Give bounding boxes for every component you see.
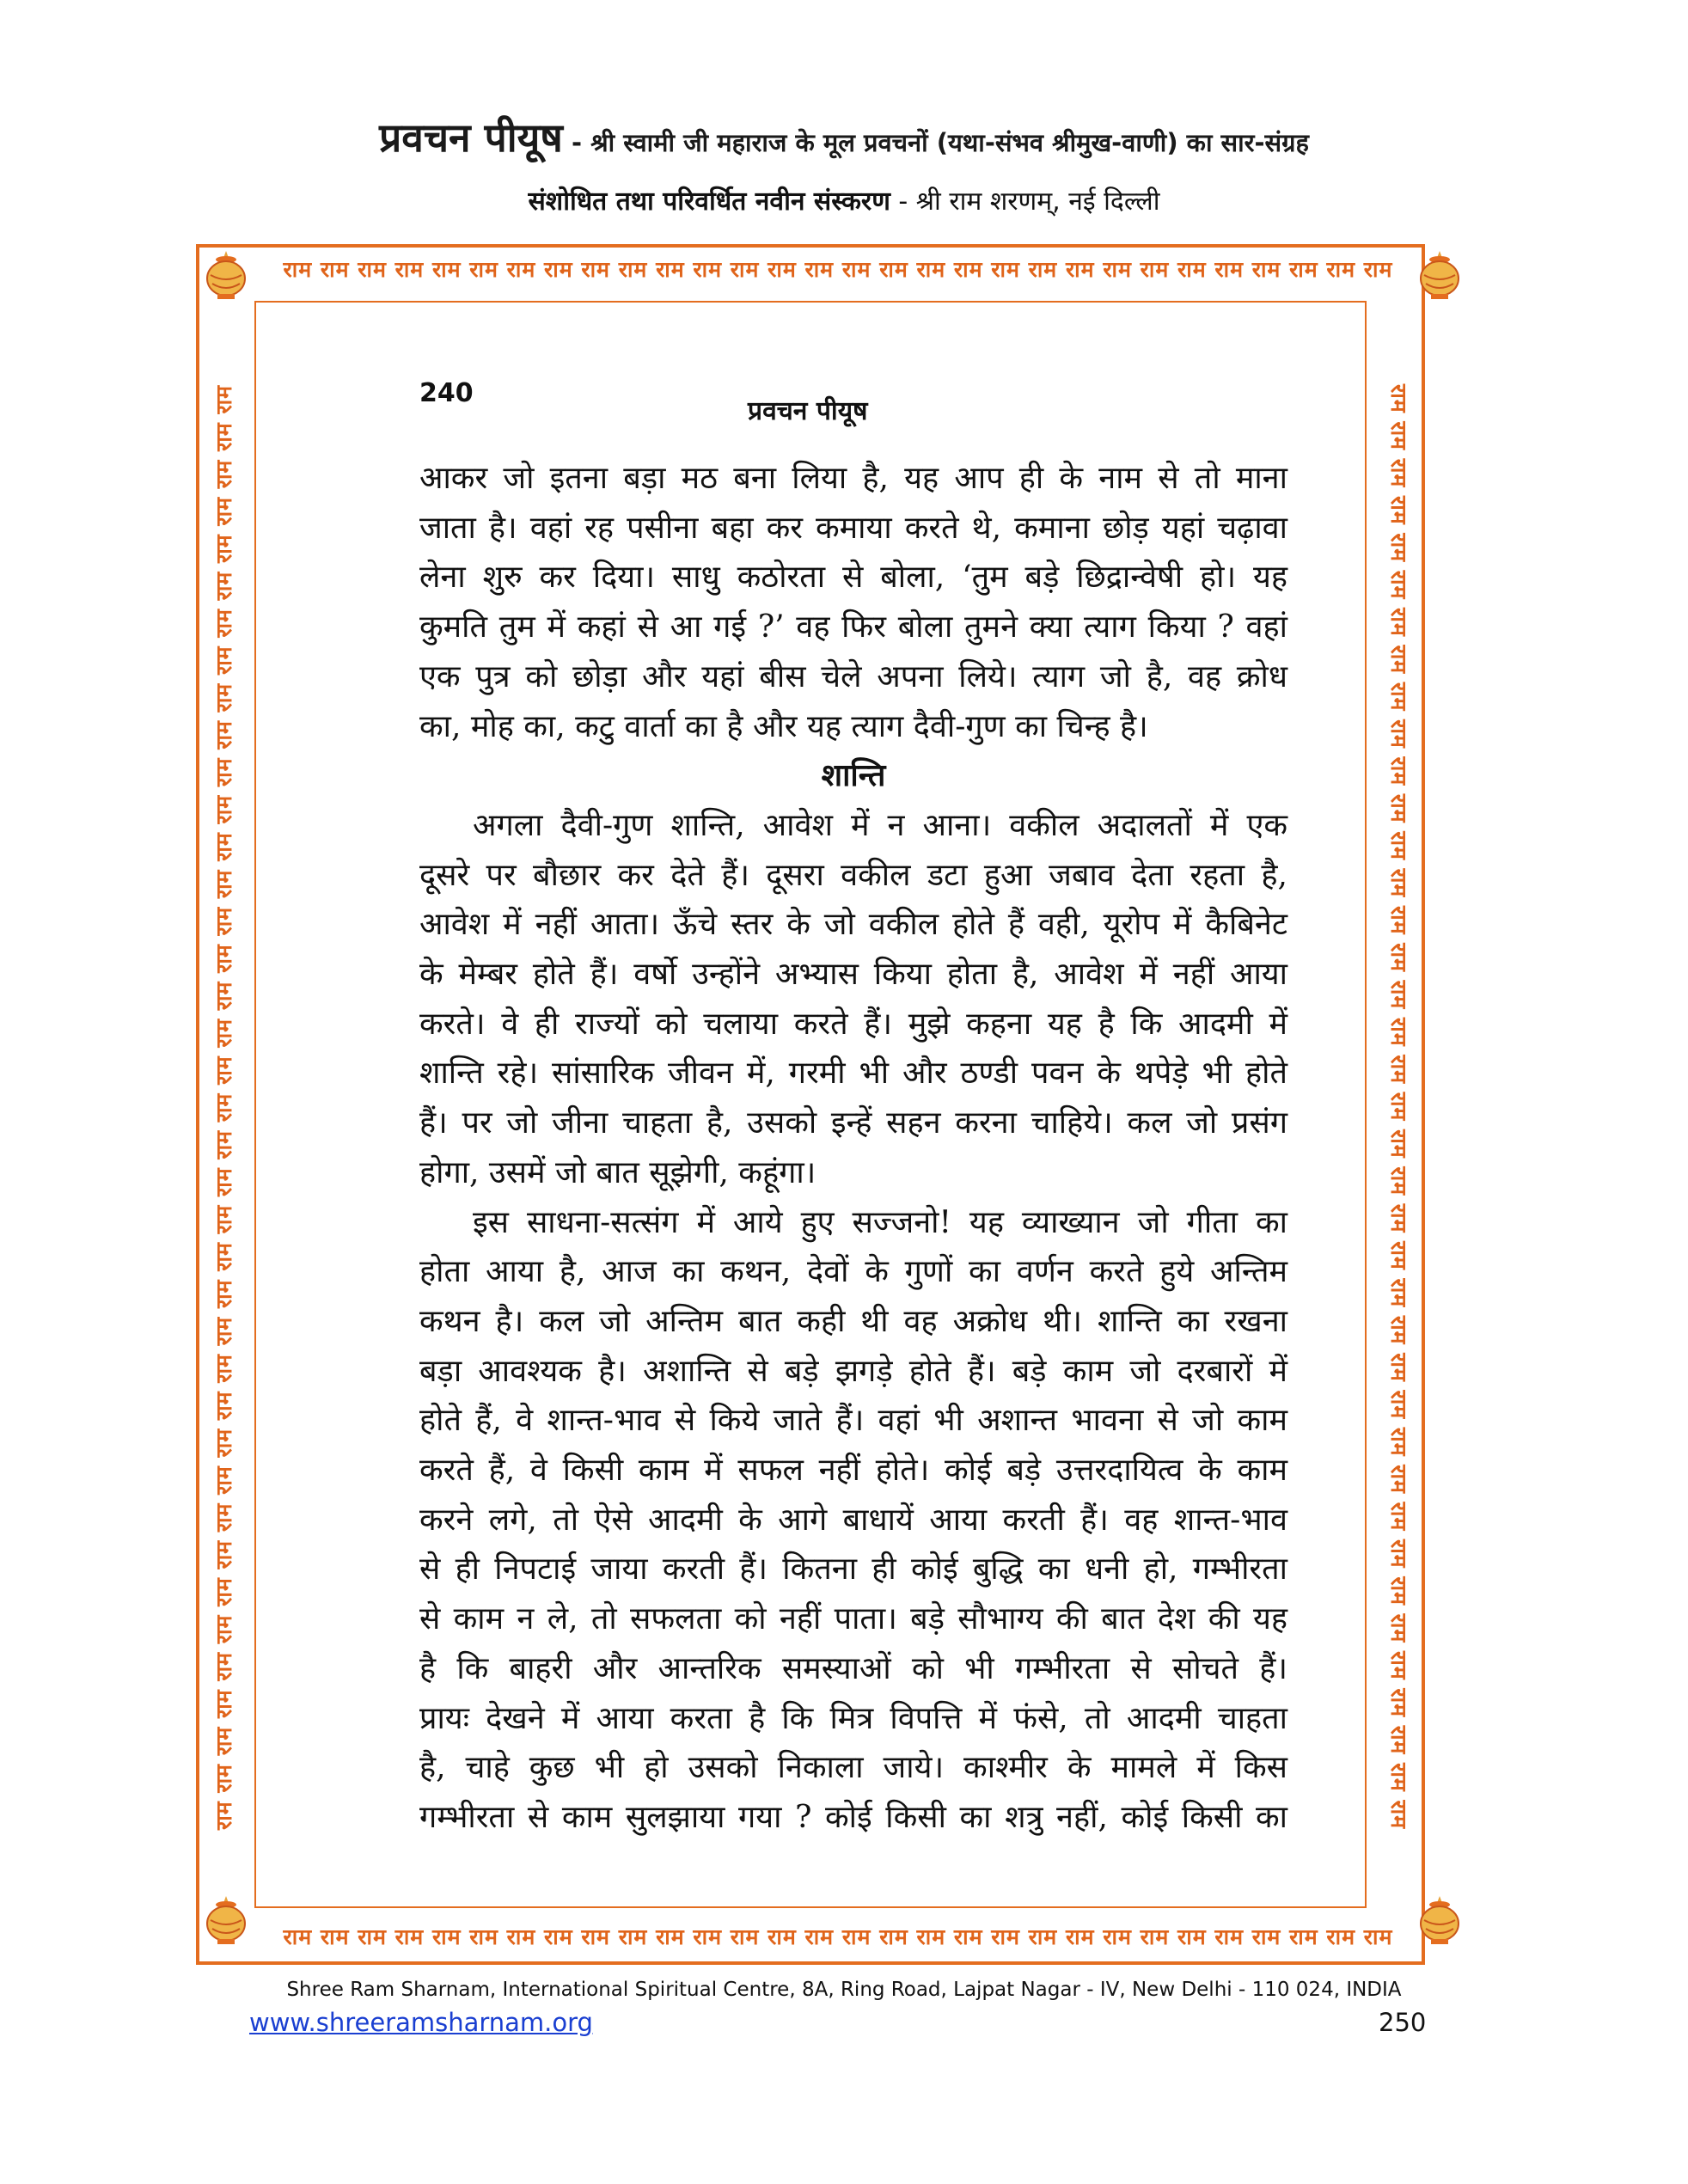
title-main: प्रवचन पीयूष <box>379 114 563 161</box>
text-line: प्रायः देखने में आया करता है कि मित्र विपत्ति में फंसे, तो आदमी चाहता <box>419 1700 1287 1736</box>
document-title <box>0 110 1688 163</box>
subtitle-edition: संशोधित तथा परिवर्धित नवीन संस्करण <box>528 187 890 217</box>
text-line: एक पुत्र को छोड़ा और यहां बीस चेले अपना लिये। त्याग जो है, वह क्रोध <box>419 658 1287 694</box>
text-line: जाता है। वहां रह पसीना बहा कर कमाया करते थे, कमाना छोड़ यहां चढ़ावा <box>419 510 1287 546</box>
footer-address: Shree Ram Sharnam, International Spiritual Centre, 8A, Ring Road, Lajpat Nagar - IV, New Delhi - 110 024, INDIA <box>286 1979 1402 2001</box>
text-line: होता आया है, आज का कथन, देवों के गुणों का वर्णन करते हुये अन्तिम <box>419 1254 1287 1290</box>
text-line: शान्ति रहे। सांसारिक जीवन में, गरमी भी और ठण्डी पवन के थपेड़े भी होते <box>419 1055 1287 1092</box>
text-line: का, मोह का, कटु वार्ता का है और यह त्याग दैवी-गुण का चिन्ह है। <box>419 708 1148 744</box>
website-link[interactable]: www.shreeramsharnam.org <box>249 2008 593 2037</box>
text-line: इस साधना-सत्संग में आये हुए सज्जनो! यह व्याख्यान जो गीता का <box>473 1204 1287 1240</box>
text-line: है कि बाहरी और आन्तरिक समस्याओं को भी गम्भीरता से सोचते हैं। <box>419 1650 1287 1686</box>
paragraph-2 <box>419 801 1287 1198</box>
section-heading: शान्ति <box>821 757 886 794</box>
text-line: करने लगे, तो ऐसे आदमी के आगे बाधायें आया करती हैं। वह शान्त-भाव <box>419 1502 1287 1538</box>
ram-border-left: राम राम राम राम राम राम राम राम राम राम राम राम राम राम राम राम राम राम राम राम राम राम राम राम राम राम राम राम राम राम राम राम राम राम राम राम राम राम राम <box>211 384 236 1830</box>
text-line: आवेश में नहीं आता। ऊँचे स्तर के जो वकील होते हैं वही, यूरोप में कैबिनेट <box>419 907 1287 943</box>
document-subtitle <box>0 182 1688 217</box>
ram-border-right: राम राम राम राम राम राम राम राम राम राम राम राम राम राम राम राम राम राम राम राम राम राम राम राम राम राम राम राम राम राम राम राम राम राम राम राम राम राम राम <box>1386 384 1411 1830</box>
text-line: कुमति तुम में कहां से आ गई ?’ वह फिर बोला तुमने क्या त्याग किया ? वहां <box>419 609 1287 645</box>
text-line: करते। वे ही राज्यों को चलाया करते हैं। मुझे कहना यह है कि आदमी में <box>419 1006 1287 1042</box>
text-line: दूसरे पर बौछार कर देते हैं। दूसरा वकील डटा हुआ जबाव देता रहता है, <box>419 857 1287 893</box>
text-line: कथन है। कल जो अन्तिम बात कही थी वह अक्रोध थी। शान्ति का रखना <box>419 1303 1287 1339</box>
paragraph-1 <box>419 454 1287 751</box>
book-page-number: 240 <box>419 378 474 408</box>
kalash-icon <box>203 249 249 301</box>
book-text <box>419 454 1287 1843</box>
text-line: लेना शुरु कर दिया। साधु कठोरता से बोला, ‘तुम बड़े छिद्रान्वेषी हो। यह <box>419 560 1287 596</box>
kalash-icon <box>203 1894 249 1946</box>
text-line: से काम न ले, तो सफलता को नहीं पाता। बड़े सौभाग्य की बात देश की यह <box>419 1601 1287 1637</box>
running-head: प्रवचन पीयूष <box>748 396 868 426</box>
text-line: बड़ा आवश्यक है। अशान्ति से बड़े झगड़े होते हैं। बड़े काम जो दरबारों में <box>419 1353 1287 1389</box>
paragraph-3 <box>419 1198 1287 1843</box>
text-line: के मेम्बर होते हैं। वर्षो उन्होंने अभ्यास किया होता है, आवेश में नहीं आया <box>419 957 1287 993</box>
text-line: करते हैं, वे किसी काम में सफल नहीं होते। कोई बड़े उत्तरदायित्व के काम <box>419 1453 1287 1489</box>
text-line: से ही निपटाई जाया करती हैं। कितना ही कोई बुद्धि का धनी हो, गम्भीरता <box>419 1551 1287 1588</box>
text-line: होगा, उसमें जो बात सूझेगी, कहूंगा। <box>419 1154 816 1190</box>
text-line: होते हैं, वे शान्त-भाव से किये जाते हैं। वहां भी अशान्त भावना से जो काम <box>419 1403 1287 1439</box>
pdf-page-number: 250 <box>1379 2008 1427 2037</box>
title-description: - श्री स्वामी जी महाराज के मूल प्रवचनों (यथा-संभव श्रीमुख-वाणी) का सार-संग्रह <box>562 128 1309 157</box>
text-line: आकर जो इतना बड़ा मठ बना लिया है, यह आप ही के नाम से तो माना <box>419 461 1287 496</box>
text-line: अगला दैवी-गुण शान्ति, आवेश में न आना। वकील अदालतों में एक <box>473 807 1287 843</box>
ram-border-bottom: राम राम राम राम राम राम राम राम राम राम राम राम राम राम राम राम राम राम राम राम राम राम राम राम राम राम राम राम राम राम <box>283 1924 1393 1949</box>
kalash-icon <box>1416 249 1463 301</box>
text-line: गम्भीरता से काम सुलझाया गया ? कोई किसी का शत्रु नहीं, कोई किसी का <box>419 1799 1287 1835</box>
text-line: है, चाहे कुछ भी हो उसको निकाला जाये। काश्मीर के मामले में किस <box>419 1750 1287 1786</box>
subtitle-publisher: - श्री राम शरणम्, नई दिल्ली <box>890 187 1160 217</box>
ram-border-top: राम राम राम राम राम राम राम राम राम राम राम राम राम राम राम राम राम राम राम राम राम राम राम राम राम राम राम राम राम राम <box>283 257 1393 282</box>
text-line: हैं। पर जो जीना चाहता है, उसको इन्हें सहन करना चाहिये। कल जो प्रसंग <box>419 1105 1287 1141</box>
kalash-icon <box>1416 1894 1463 1946</box>
